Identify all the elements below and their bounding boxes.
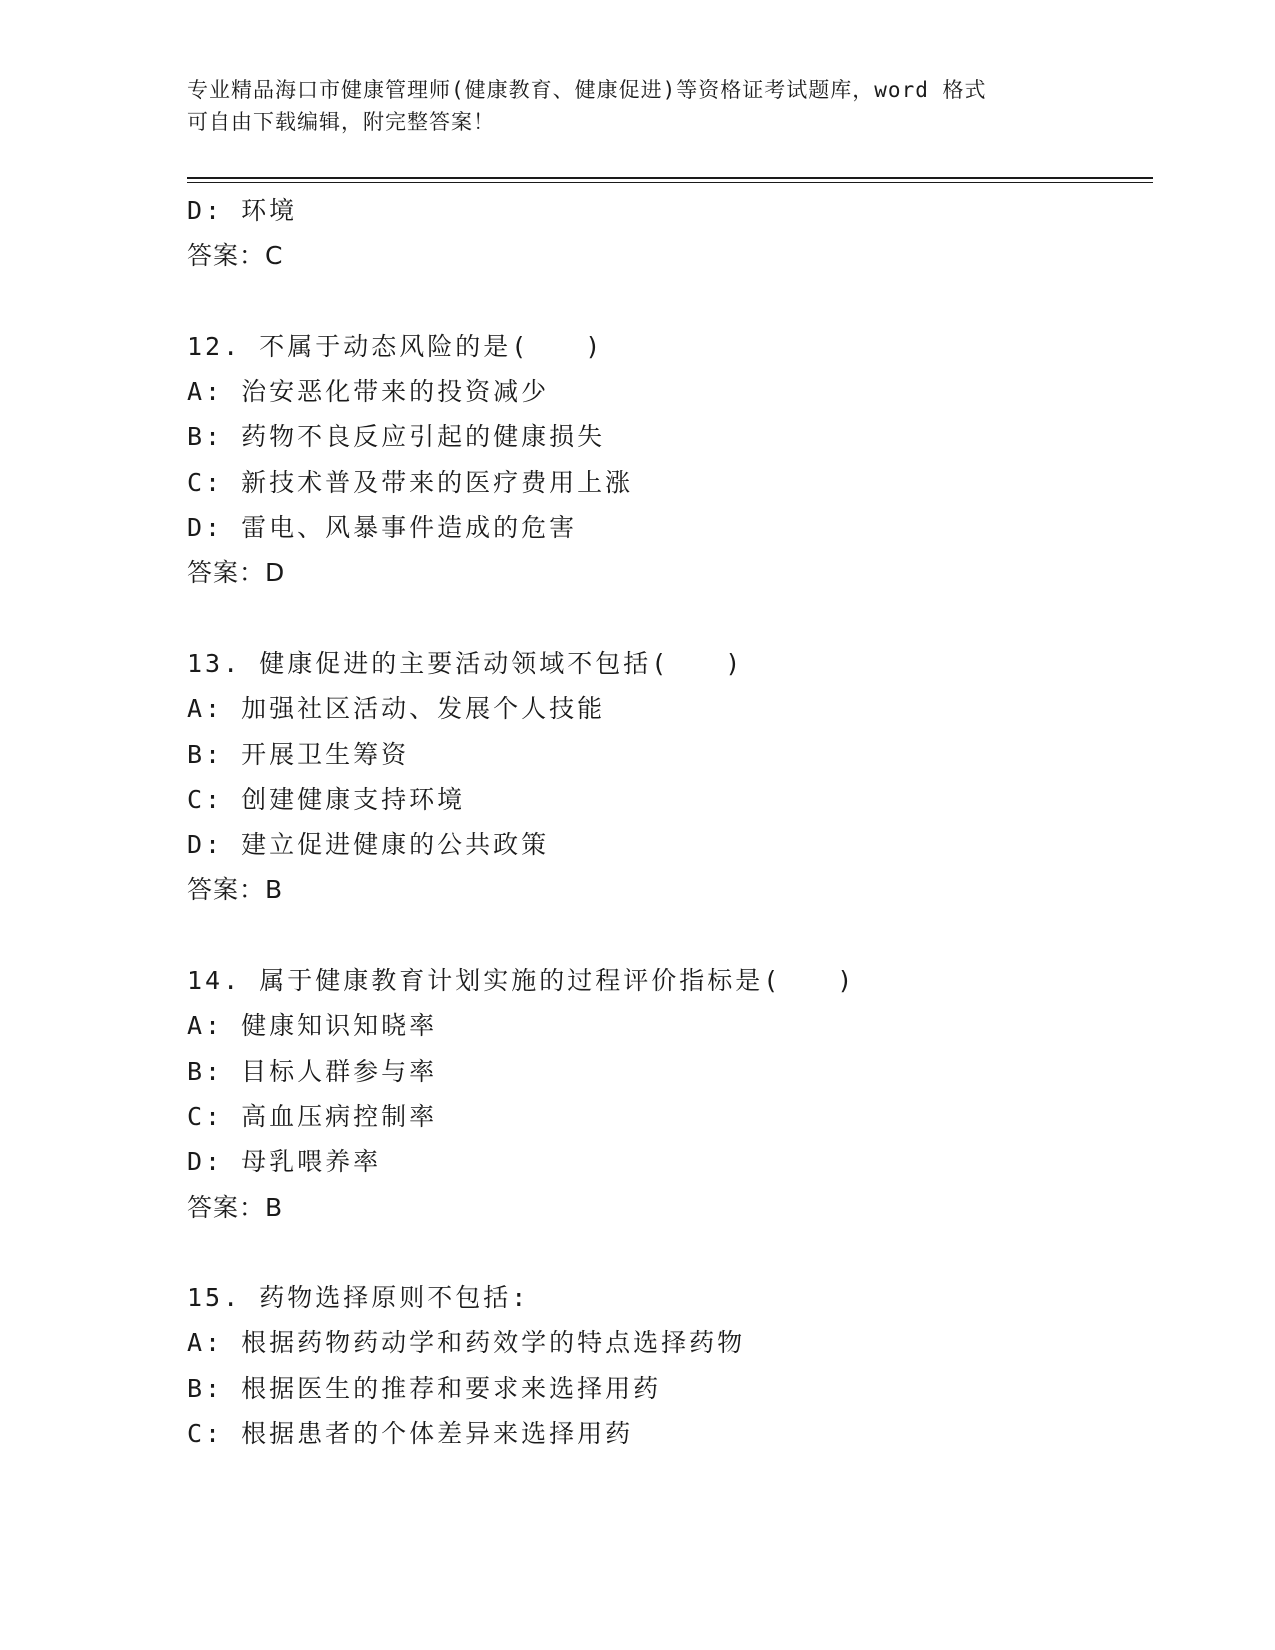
option-b: B: 目标人群参与率 — [187, 1056, 438, 1086]
question-15 — [187, 1275, 1147, 1456]
option-d: D: 雷电、风暴事件造成的危害 — [187, 513, 578, 543]
option-d: D: 建立促进健康的公共政策 — [187, 830, 550, 860]
option-c: C: 根据患者的个体差异来选择用药 — [187, 1419, 634, 1449]
option-a: A: 治安恶化带来的投资减少 — [187, 377, 550, 407]
question-stem: 15. 药物选择原则不包括: — [187, 1283, 530, 1313]
header-divider-thin — [187, 182, 1153, 183]
spacer — [187, 913, 1147, 958]
question-stem: 12. 不属于动态风险的是( ) — [187, 331, 604, 361]
option-b: B: 开展卫生筹资 — [187, 739, 410, 769]
header-line-2: 可自由下载编辑，附完整答案！ — [187, 110, 495, 134]
question-list — [187, 188, 1147, 1456]
option-a: A: 健康知识知晓率 — [187, 1011, 438, 1041]
question-12 — [187, 324, 1147, 596]
question-stem: 13. 健康促进的主要活动领域不包括( ) — [187, 648, 744, 678]
option-d: D: 母乳喂养率 — [187, 1147, 382, 1177]
option-b: B: 根据医生的推荐和要求来选择用药 — [187, 1373, 662, 1403]
question-14 — [187, 958, 1147, 1230]
option-a: A: 根据药物药动学和药效学的特点选择药物 — [187, 1328, 746, 1358]
question-stem: 14. 属于健康教育计划实施的过程评价指标是( ) — [187, 966, 856, 996]
option-b: B: 药物不良反应引起的健康损失 — [187, 422, 606, 452]
answer-line: 答案：B — [187, 875, 284, 905]
option-c: C: 高血压病控制率 — [187, 1101, 438, 1131]
spacer — [187, 1230, 1147, 1275]
question-11-tail — [187, 188, 1147, 279]
spacer — [187, 596, 1147, 641]
header-divider-thick — [187, 177, 1153, 179]
option-a: A: 加强社区活动、发展个人技能 — [187, 694, 606, 724]
answer-line: 答案：D — [187, 558, 286, 588]
header-line-1: 专业精品海口市健康管理师(健康教育、健康促进)等资格证考试题库，word 格式 — [187, 78, 987, 102]
page-header — [187, 74, 1087, 138]
spacer — [187, 279, 1147, 324]
option-c: C: 创建健康支持环境 — [187, 784, 466, 814]
option-c: C: 新技术普及带来的医疗费用上涨 — [187, 467, 634, 497]
answer-line: 答案：C — [187, 241, 284, 271]
option-d: D: 环境 — [187, 196, 298, 225]
answer-line: 答案：B — [187, 1192, 284, 1222]
question-13 — [187, 641, 1147, 913]
